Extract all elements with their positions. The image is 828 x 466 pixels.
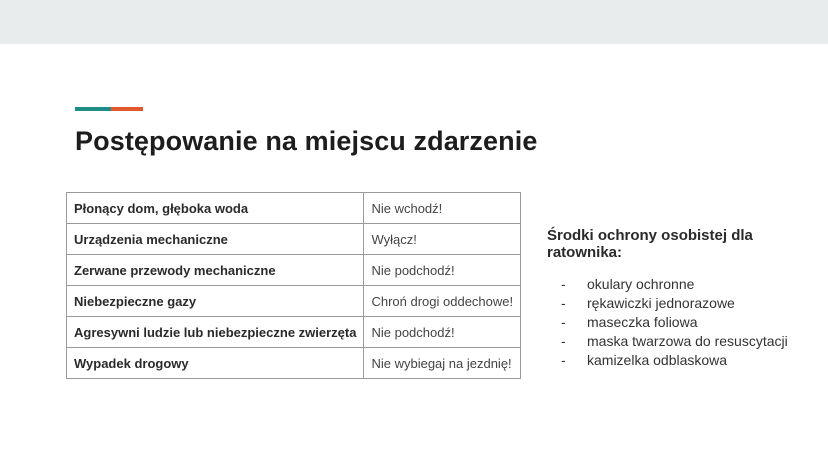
hazard-cell: Agresywni ludzie lub niebezpieczne zwierzęta [67,317,364,348]
table-row [67,255,521,286]
action-cell: Nie podchodź! [364,255,521,286]
top-bar [0,0,828,44]
hazard-cell: Zerwane przewody mechaniczne [67,255,364,286]
accent-orange-segment [111,107,143,111]
hazard-cell: Wypadek drogowy [67,348,364,379]
accent-teal-segment [75,107,111,111]
hazard-cell: Niebezpieczne gazy [67,286,364,317]
action-cell: Nie podchodź! [364,317,521,348]
action-cell: Wyłącz! [364,224,521,255]
ppe-item-label: kamizelka odblaskowa [587,352,728,368]
bullet-dash: - [561,352,566,368]
hazard-cell: Płonący dom, głęboka woda [67,193,364,224]
hazard-cell: Urządzenia mechaniczne [67,224,364,255]
ppe-item-label: okulary ochronne [587,276,695,292]
bullet-dash: - [561,276,566,292]
list-item [547,294,817,313]
table-row [67,317,521,348]
table-row [67,193,521,224]
table-row [67,286,521,317]
table-row [67,224,521,255]
list-item [547,351,817,370]
list-item [547,313,817,332]
title-accent-bar [75,107,143,111]
slide-title: Postępowanie na miejscu zdarzenie [75,126,538,156]
ppe-section [547,227,817,370]
ppe-heading: Środki ochrony osobistej dla ratownika: [547,227,753,261]
ppe-item-label: rękawiczki jednorazowe [587,295,735,311]
bullet-dash: - [561,295,566,311]
list-item [547,332,817,351]
action-cell: Nie wybiegaj na jezdnię! [364,348,521,379]
ppe-item-label: maska twarzowa do resuscytacji [587,333,788,349]
hazard-table [66,192,521,379]
bullet-dash: - [561,314,566,330]
ppe-item-label: maseczka foliowa [587,314,698,330]
action-cell: Nie wchodź! [364,193,521,224]
bullet-dash: - [561,333,566,349]
action-cell: Chroń drogi oddechowe! [364,286,521,317]
list-item [547,275,817,294]
table-row [67,348,521,379]
ppe-list [547,275,817,370]
